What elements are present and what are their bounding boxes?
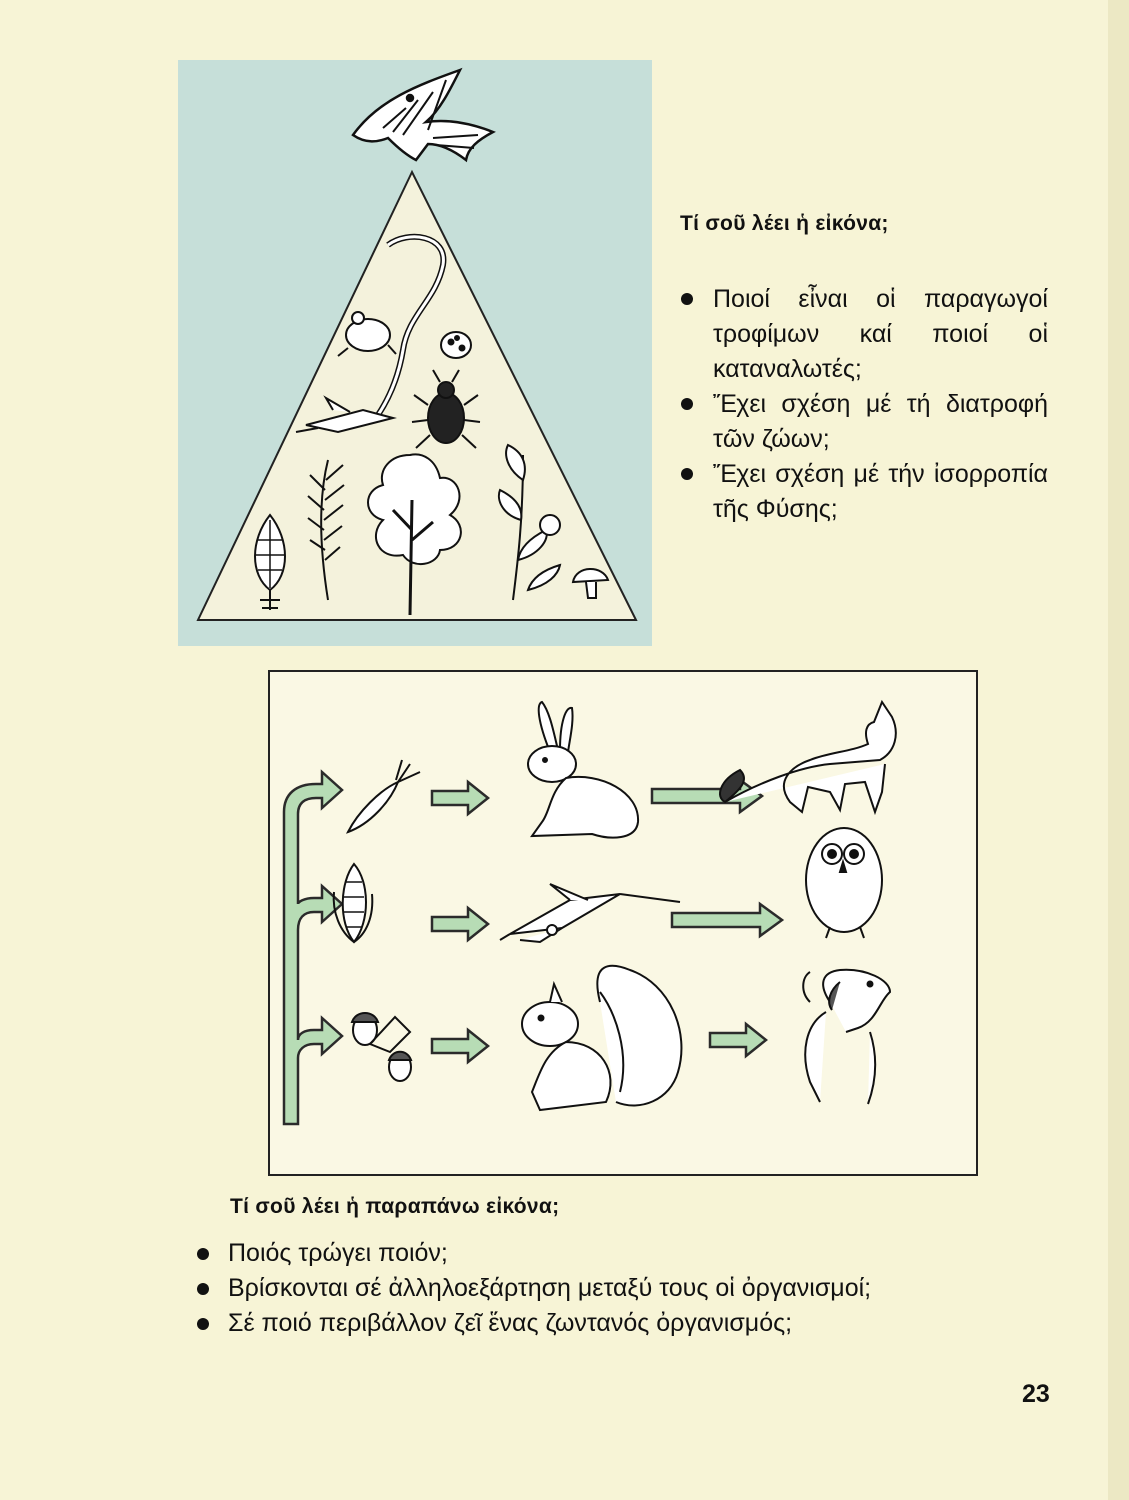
- page-edge: [1108, 0, 1129, 1500]
- fox-icon: [720, 702, 896, 812]
- question-1-item: Ποιοί εἶναι οἱ παραγωγοί τροφίμων καί ποιοί οἱ καταναλωτές;: [676, 282, 1048, 387]
- rabbit-icon: [528, 702, 638, 838]
- arrow-right-icon: [672, 904, 782, 936]
- food-chain-illustration: [268, 670, 978, 1176]
- question-1-list: [676, 282, 1048, 527]
- bullet-icon: [681, 293, 693, 305]
- owl-icon: [806, 828, 882, 938]
- question-2-item: Σέ ποιό περιβάλλον ζεῖ ἕνας ζωντανός ὀργανισμός;: [194, 1306, 1074, 1341]
- page-number: 23: [1022, 1380, 1050, 1408]
- arrow-right-icon: [432, 908, 488, 940]
- bullet-icon: [197, 1318, 209, 1330]
- branch-arrow: [284, 772, 342, 1124]
- dog-icon: [803, 970, 890, 1104]
- question-1-title: Τί σοῦ λέει ἡ εἰκόνα;: [680, 212, 889, 235]
- question-1-item: Ἔχει σχέση μέ τή διατροφή τῶν ζώων;: [676, 387, 1048, 457]
- ladybug-icon: [441, 332, 471, 358]
- question-2-item: Βρίσκονται σέ ἀλληλοεξάρτηση μεταξύ τους οἱ ὀργανισμοί;: [194, 1271, 1074, 1306]
- bullet-icon: [197, 1283, 209, 1295]
- acorn-icon: [352, 1013, 411, 1081]
- bullet-icon: [681, 468, 693, 480]
- squirrel-icon: [522, 966, 681, 1110]
- arrow-right-icon: [432, 1030, 488, 1062]
- question-2-list: [194, 1236, 1074, 1341]
- question-2-item: Ποιός τρώγει ποιόν;: [194, 1236, 1074, 1271]
- arrow-right-icon: [432, 782, 488, 814]
- arrow-right-icon: [710, 1024, 766, 1056]
- question-1-item: Ἔχει σχέση μέ τήν ἰσορροπία τῆς Φύσης;: [676, 457, 1048, 527]
- carrot-icon: [348, 760, 420, 832]
- eagle-icon: [353, 70, 493, 160]
- bullet-icon: [681, 398, 693, 410]
- bullet-icon: [197, 1248, 209, 1260]
- question-2-title: Τί σοῦ λέει ἡ παραπάνω εἰκόνα;: [230, 1195, 560, 1218]
- grasshopper-icon: [500, 884, 680, 942]
- food-pyramid-illustration: [178, 60, 652, 646]
